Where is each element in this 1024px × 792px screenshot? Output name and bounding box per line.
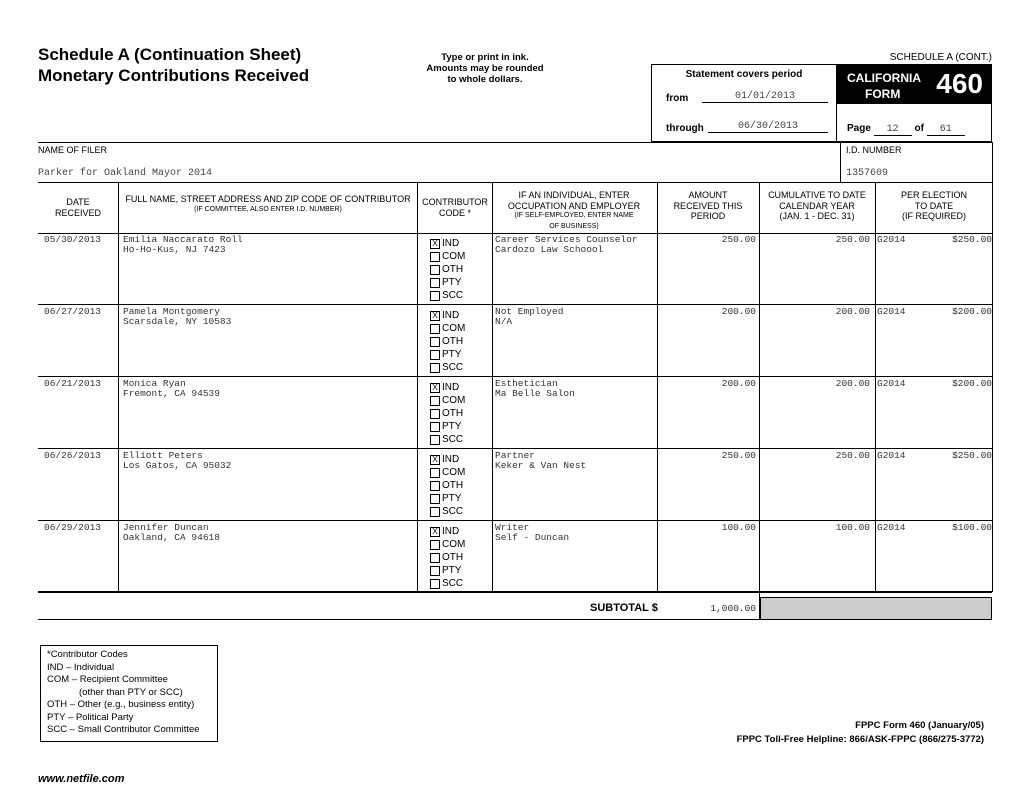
row-amount: 200.00 xyxy=(721,306,756,317)
row-occupation: Writer xyxy=(495,522,530,533)
row-date: 06/27/2013 xyxy=(44,306,102,317)
code-label: IND xyxy=(442,454,460,465)
code-label: COM xyxy=(442,467,466,478)
divider xyxy=(38,376,992,377)
divider xyxy=(38,304,992,305)
checkbox[interactable] xyxy=(430,363,440,373)
row-election: G2014 xyxy=(877,306,906,317)
row-employer: Keker & Van Nest xyxy=(495,460,587,471)
form-title xyxy=(38,44,309,86)
legend-pty: PTY – Political Party xyxy=(47,711,134,723)
divider xyxy=(657,182,658,592)
code-option-com[interactable] xyxy=(430,538,465,551)
legend-com-note: (other than PTY or SCC) xyxy=(79,686,183,698)
row-employer: Self - Duncan xyxy=(495,532,570,543)
instructions-line-2: Amounts may be rounded xyxy=(426,63,544,74)
row-contributor-name: Pamela Montgomery xyxy=(123,306,220,317)
filer-name-label: NAME OF FILER xyxy=(38,145,108,155)
legend-ind: IND – Individual xyxy=(47,661,115,673)
code-option-ind[interactable] xyxy=(430,453,465,466)
from-value: 01/01/2013 xyxy=(702,91,828,103)
col-header-contributor: FULL NAME, STREET ADDRESS AND ZIP CODE OF CONTRIBUTOR (IF COMMITTEE, ALSO ENTER I.D. NUMBER) xyxy=(125,194,411,213)
row-amount: 250.00 xyxy=(721,450,756,461)
filer-name-value: Parker for Oakland Mayor 2014 xyxy=(38,168,213,179)
row-cumulative: 100.00 xyxy=(835,522,870,533)
code-option-ind[interactable] xyxy=(430,381,465,394)
of-value: 61 xyxy=(927,124,965,136)
row-contributor-address: Los Gatos, CA 95032 xyxy=(123,460,232,471)
checkbox[interactable] xyxy=(430,494,440,504)
checkbox[interactable] xyxy=(430,278,440,288)
contributor-code-group xyxy=(430,525,465,590)
row-occupation: Esthetician xyxy=(495,378,558,389)
helpline: FPPC Toll-Free Helpline: 866/ASK-FPPC (866/275-3772) xyxy=(736,734,984,745)
contributor-code-group xyxy=(430,309,465,374)
code-label: COM xyxy=(442,539,466,550)
code-option-oth[interactable] xyxy=(430,335,465,348)
instructions xyxy=(400,52,570,85)
divider xyxy=(875,182,876,592)
row-date: 06/29/2013 xyxy=(44,522,102,533)
code-label: COM xyxy=(442,323,466,334)
checkbox[interactable] xyxy=(430,337,440,347)
website-link[interactable]: www.netfile.com xyxy=(38,773,125,785)
row-election: G2014 xyxy=(877,378,906,389)
col-header-cumulative: CUMULATIVE TO DATE CALENDAR YEAR (JAN. 1 - DEC. 31) xyxy=(768,190,866,221)
code-option-oth[interactable] xyxy=(430,263,465,276)
form-badge xyxy=(837,65,991,104)
checkbox[interactable] xyxy=(430,252,440,262)
code-option-oth[interactable] xyxy=(430,407,465,420)
col-header-date: DATE RECEIVED xyxy=(54,197,101,218)
checkbox[interactable] xyxy=(430,324,440,334)
california-label: CALIFORNIA xyxy=(847,71,921,85)
divider xyxy=(417,182,418,592)
row-election: G2014 xyxy=(877,450,906,461)
schedule-tag: SCHEDULE A (CONT.) xyxy=(889,52,992,63)
code-option-com[interactable] xyxy=(430,250,465,263)
code-label: SCC xyxy=(442,578,464,589)
code-label: OTH xyxy=(442,408,464,419)
checkbox[interactable] xyxy=(430,265,440,275)
code-label: IND xyxy=(442,310,460,321)
row-contributor-address: Oakland, CA 94618 xyxy=(123,532,220,543)
checkbox[interactable] xyxy=(430,422,440,432)
code-option-ind[interactable] xyxy=(430,309,465,322)
code-label: PTY xyxy=(442,277,462,288)
row-amount: 200.00 xyxy=(721,378,756,389)
row-occupation: Not Employed xyxy=(495,306,564,317)
title-line-1: Schedule A (Continuation Sheet) xyxy=(38,45,302,64)
form-label: FORM xyxy=(865,87,901,101)
through-value: 06/30/2013 xyxy=(708,121,828,133)
code-option-oth[interactable] xyxy=(430,551,465,564)
checkbox[interactable] xyxy=(430,566,440,576)
col-header-per-election: PER ELECTION TO DATE (IF REQUIRED) xyxy=(900,190,967,221)
code-option-scc[interactable] xyxy=(430,289,465,302)
code-label: SCC xyxy=(442,290,464,301)
code-label: IND xyxy=(442,238,460,249)
checkbox[interactable] xyxy=(430,553,440,563)
statement-period-box xyxy=(651,64,836,142)
row-per-election: $100.00 xyxy=(952,522,992,533)
row-contributor-name: Monica Ryan xyxy=(123,378,186,389)
divider xyxy=(38,448,992,449)
code-option-oth[interactable] xyxy=(430,479,465,492)
row-employer: N/A xyxy=(495,316,513,327)
checkbox[interactable] xyxy=(430,435,440,445)
row-contributor-name: Elliott Peters xyxy=(123,450,203,461)
checkbox[interactable] xyxy=(430,507,440,517)
checkbox[interactable]: X xyxy=(430,383,440,393)
divider xyxy=(38,591,992,593)
divider xyxy=(759,182,760,620)
row-occupation: Career Services Counselor xyxy=(495,234,638,245)
row-per-election: $250.00 xyxy=(952,450,992,461)
code-option-scc[interactable] xyxy=(430,433,465,446)
form-version: FPPC Form 460 (January/05) xyxy=(855,720,984,731)
code-option-pty[interactable] xyxy=(430,276,465,289)
subtotal-value: 1,000.00 xyxy=(710,603,756,614)
code-label: OTH xyxy=(442,264,464,275)
code-option-scc[interactable] xyxy=(430,577,465,590)
divider xyxy=(38,619,992,620)
instructions-line-1: Type or print in ink. xyxy=(441,52,529,63)
row-election: G2014 xyxy=(877,234,906,245)
code-label: SCC xyxy=(442,506,464,517)
checkbox[interactable] xyxy=(430,468,440,478)
checkbox[interactable] xyxy=(430,350,440,360)
row-contributor-address: Scarsdale, NY 10583 xyxy=(123,316,232,327)
row-amount: 250.00 xyxy=(721,234,756,245)
checkbox[interactable]: X xyxy=(430,455,440,465)
checkbox[interactable] xyxy=(430,579,440,589)
subtotal-shaded-area xyxy=(760,597,992,620)
row-per-election: $200.00 xyxy=(952,378,992,389)
row-date: 06/26/2013 xyxy=(44,450,102,461)
row-date: 06/21/2013 xyxy=(44,378,102,389)
from-label: from xyxy=(666,93,689,104)
row-election: G2014 xyxy=(877,522,906,533)
divider xyxy=(492,182,493,592)
period-label: Statement covers period xyxy=(685,69,803,80)
code-label: PTY xyxy=(442,493,462,504)
row-contributor-address: Ho-Ho-Kus, NJ 7423 xyxy=(123,244,226,255)
of-label: of xyxy=(914,123,924,134)
row-per-election: $200.00 xyxy=(952,306,992,317)
through-label: through xyxy=(666,123,704,134)
checkbox[interactable] xyxy=(430,396,440,406)
code-option-pty[interactable] xyxy=(430,492,465,505)
checkbox[interactable] xyxy=(430,481,440,491)
code-option-ind[interactable] xyxy=(430,237,465,250)
code-label: SCC xyxy=(442,362,464,373)
code-label: PTY xyxy=(442,565,462,576)
code-option-pty[interactable] xyxy=(430,348,465,361)
code-option-com[interactable] xyxy=(430,322,465,335)
title-line-2: Monetary Contributions Received xyxy=(38,66,310,85)
code-label: PTY xyxy=(442,349,462,360)
code-option-pty[interactable] xyxy=(430,420,465,433)
row-cumulative: 250.00 xyxy=(835,234,870,245)
code-label: OTH xyxy=(442,480,464,491)
divider xyxy=(992,142,993,182)
divider xyxy=(118,182,119,592)
contributor-code-group xyxy=(430,381,465,446)
col-header-occupation: IF AN INDIVIDUAL, ENTER OCCUPATION AND EMPLOYER (IF SELF-EMPLOYED, ENTER NAME OF BUSINESS) xyxy=(507,190,641,230)
legend-com: COM – Recipient Committee xyxy=(47,674,168,685)
code-label: OTH xyxy=(442,336,464,347)
checkbox[interactable]: X xyxy=(430,311,440,321)
row-amount: 100.00 xyxy=(721,522,756,533)
code-option-com[interactable] xyxy=(430,466,465,479)
row-contributor-name: Jennifer Duncan xyxy=(123,522,209,533)
california-form-box xyxy=(836,64,992,142)
divider xyxy=(38,520,992,521)
row-per-election: $250.00 xyxy=(952,234,992,245)
row-contributor-address: Fremont, CA 94539 xyxy=(123,388,220,399)
divider xyxy=(38,182,992,183)
row-date: 05/30/2013 xyxy=(44,234,102,245)
code-option-scc[interactable] xyxy=(430,505,465,518)
contributor-code-group xyxy=(430,237,465,302)
form-number: 460 xyxy=(936,68,983,99)
col-header-amount: AMOUNT RECEIVED THIS PERIOD xyxy=(673,190,743,221)
code-label: COM xyxy=(442,395,466,406)
subtotal-label: SUBTOTAL $ xyxy=(590,602,658,614)
checkbox[interactable]: X xyxy=(430,239,440,249)
row-employer: Ma Belle Salon xyxy=(495,388,575,399)
col-header-code: CONTRIBUTOR CODE * xyxy=(422,197,488,218)
contributor-code-group xyxy=(430,453,465,518)
checkbox[interactable] xyxy=(430,409,440,419)
divider xyxy=(992,182,993,592)
code-label: OTH xyxy=(442,552,464,563)
legend-scc: SCC – Small Contributor Committee xyxy=(47,724,200,735)
id-number-value: 1357609 xyxy=(846,168,889,179)
row-cumulative: 200.00 xyxy=(835,378,870,389)
checkbox[interactable] xyxy=(430,291,440,301)
code-option-scc[interactable] xyxy=(430,361,465,374)
row-contributor-name: Emilia Naccarato Roll xyxy=(123,234,243,245)
code-label: COM xyxy=(442,251,466,262)
code-label: IND xyxy=(442,526,460,537)
page-label: Page xyxy=(847,123,871,134)
legend-oth: OTH – Other (e.g., business entity) xyxy=(47,699,195,710)
row-cumulative: 250.00 xyxy=(835,450,870,461)
row-cumulative: 200.00 xyxy=(835,306,870,317)
code-option-pty[interactable] xyxy=(430,564,465,577)
code-label: IND xyxy=(442,382,460,393)
checkbox[interactable]: X xyxy=(430,527,440,537)
code-option-ind[interactable] xyxy=(430,525,465,538)
page-value: 12 xyxy=(874,124,912,136)
divider xyxy=(38,142,992,143)
instructions-line-3: to whole dollars. xyxy=(447,74,523,85)
checkbox[interactable] xyxy=(430,540,440,550)
code-label: PTY xyxy=(442,421,462,432)
legend-title: *Contributor Codes xyxy=(47,649,128,660)
code-option-com[interactable] xyxy=(430,394,465,407)
id-number-label: I.D. NUMBER xyxy=(846,145,902,155)
row-employer: Cardozo Law Schoool xyxy=(495,244,604,255)
divider xyxy=(840,142,841,182)
code-label: SCC xyxy=(442,434,464,445)
contributor-codes-legend xyxy=(40,645,218,742)
row-occupation: Partner xyxy=(495,450,535,461)
page-line xyxy=(847,123,965,136)
